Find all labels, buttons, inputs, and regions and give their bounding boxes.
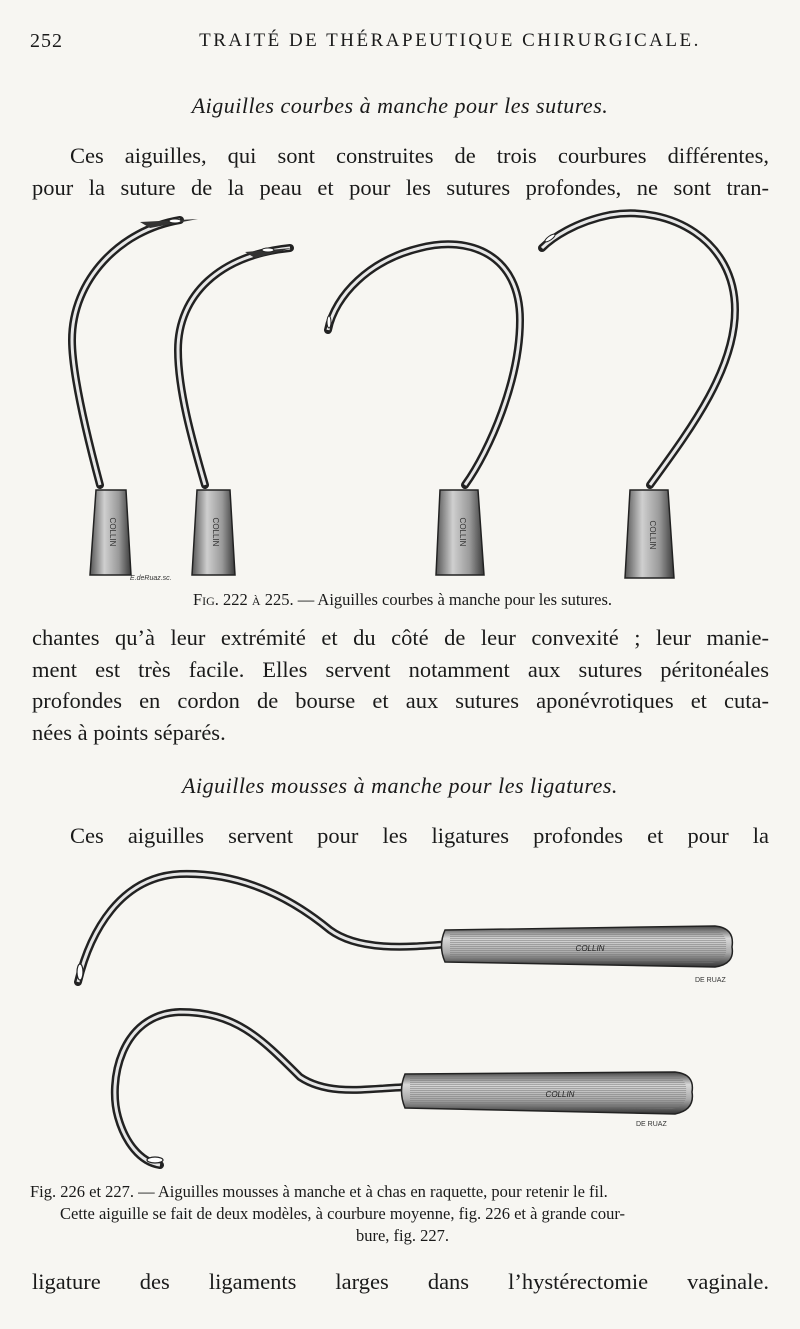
- text-line: Ces aiguilles, qui sont construites de trois courbures différentes,: [70, 143, 769, 168]
- engraver-signature: E.deRuaz.sc.: [130, 575, 172, 582]
- caption-label: Fig. 222 à 225.: [192, 590, 294, 609]
- handle-stamp: COLLIN: [108, 517, 117, 547]
- section-heading-sutures: Aiguilles courbes à manche pour les sutures.: [191, 93, 609, 118]
- handle-stamp: COLLIN: [575, 944, 605, 953]
- engraver-signature: DE RUAZ: [636, 1121, 667, 1128]
- paragraph-continued: [32, 622, 769, 748]
- ligature-needle-227: [115, 1012, 693, 1165]
- caption-line: bure, fig. 227.: [355, 1226, 450, 1245]
- ligature-needle-226: [77, 874, 732, 984]
- section-heading-ligatures: Aiguilles mousses à manche pour les ligatures.: [182, 773, 618, 798]
- suture-needle-4: [542, 213, 735, 578]
- figure-suture-needles: [0, 200, 800, 585]
- text-line: ligature des ligaments larges dans l’hystérectomie vaginale.: [32, 1269, 769, 1294]
- handle-stamp: COLLIN: [648, 520, 657, 550]
- text-line: pour la suture de la peau et pour les sutures profondes, ne sont tran-: [32, 174, 769, 200]
- text-line: profondes en cordon de bourse et aux sutures aponévrotiques et cuta-: [32, 688, 769, 713]
- handle-stamp: COLLIN: [545, 1090, 575, 1099]
- suture-needle-2: [178, 248, 292, 575]
- text-line: chantes qu’à leur extrémité et du côté de leur convexité ; leur manie-: [32, 625, 769, 650]
- caption-line: Cette aiguille se fait de deux modèles, à courbure moyenne, fig. 226 et à grande cour-: [60, 1204, 626, 1223]
- engraver-signature: DE RUAZ: [695, 977, 726, 984]
- suture-needle-3: [327, 244, 520, 575]
- caption-text: — Aiguilles courbes à manche pour les sutures.: [297, 590, 613, 609]
- figure-caption-222-225: [30, 589, 775, 611]
- page-number: 252: [30, 30, 63, 52]
- figure-caption-226-227: [30, 1181, 775, 1247]
- paragraph-ligatures: [32, 820, 769, 852]
- page-header: [30, 30, 760, 56]
- handle-stamp: COLLIN: [458, 517, 467, 547]
- paragraph-intro: [32, 140, 769, 203]
- paragraph-final: [32, 1266, 769, 1298]
- handle-stamp: COLLIN: [211, 517, 220, 547]
- figure-ligature-needles: [0, 862, 800, 1172]
- text-line: ment est très facile. Elles servent notamment aux sutures péritonéales: [32, 656, 769, 682]
- running-title: TRAITÉ DE THÉRAPEUTIQUE CHIRURGICALE.: [199, 30, 701, 51]
- text-line: Ces aiguilles servent pour les ligatures profondes et pour la: [70, 823, 769, 848]
- text-line: nées à points séparés.: [32, 719, 226, 745]
- caption-line: Fig. 226 et 227. — Aiguilles mousses à manche et à chas en raquette, pour retenir le fil.: [30, 1182, 608, 1201]
